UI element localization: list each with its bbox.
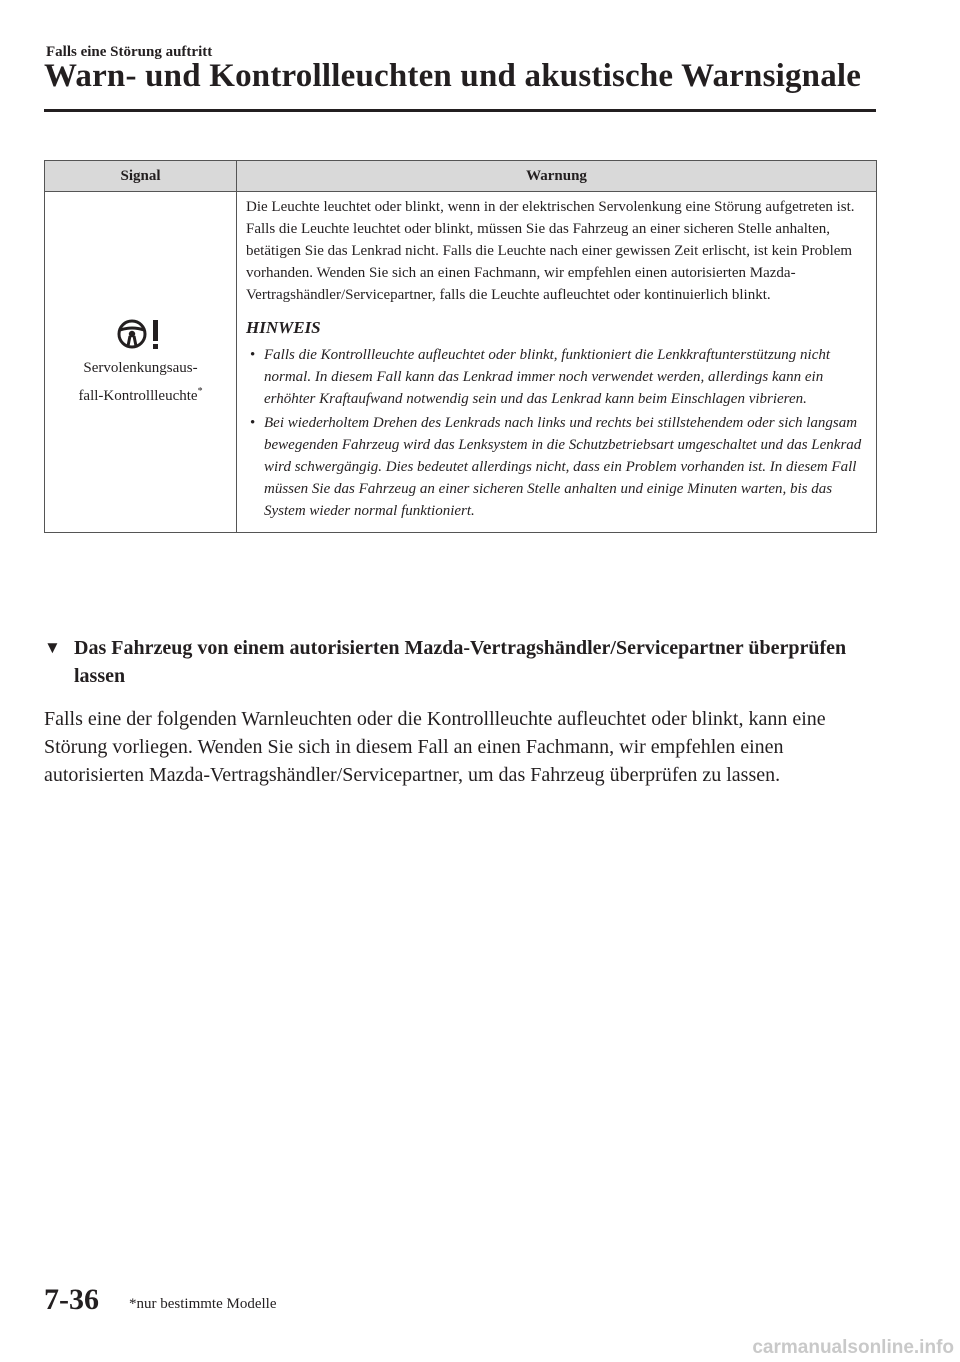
note-text: Falls die Kontrollleuchte aufleuchtet oder blinkt, funktioniert die Lenkkraftunterstützung nicht normal. In diesem Fall kann das Lenkrad immer noch verwendet werden, allerdings kann ein erhöhter Kraftaufwand notwendig sein und das Lenkrad kann beim Einschlagen vibrieren. [264, 347, 831, 407]
list-item [246, 344, 870, 410]
note-title: HINWEIS [246, 318, 321, 337]
signal-label-line2: fall-Kontrollleuchte [78, 387, 198, 404]
signal-cell [45, 192, 237, 533]
subsection-heading-text: Das Fahrzeug von einem autorisierten Mazda-Vertragshändler/Servicepartner überprüfen lassen [74, 637, 847, 687]
triangle-marker-icon: ▼ [44, 638, 61, 657]
warning-description: Die Leuchte leuchtet oder blinkt, wenn in der elektrischen Servolenkung eine Störung aufgetreten ist. Falls die Leuchte leuchtet oder blinkt, müssen Sie das Fahrzeug an einer sicheren Stelle anhalten, betätigen Sie das Lenkrad nicht. Falls die Leuchte nach einer gewissen Zeit erlischt, ist kein Problem vorhanden. Wenden Sie sich an einen Fachmann, wir empfehlen einen autorisierten Mazda-Vertragshändler/Servicepartner, falls die Leuchte aufleuchtet oder kontinuierlich blinkt. [246, 199, 855, 303]
note-list [246, 344, 870, 522]
note-text: Bei wiederholtem Drehen des Lenkrads nach links und rechts bei stillstehendem oder sich langsam bewegenden Fahrzeug wird das Lenksystem in die Schutzbetriebsart umgeschaltet und das Lenkrad wird schwergängig. Dies bedeutet allerdings nicht, dass ein Problem vorhanden ist. In diesem Fall müssen Sie das Fahrzeug an einer sicheren Stelle anhalten und einige Minuten warten, bis das System wieder normal funktioniert. [264, 415, 862, 519]
body-paragraph: Falls eine der folgenden Warnleuchten oder die Kontrollleuchte aufleuchtet oder blinkt, kann eine Störung vorliegen. Wenden Sie sich in diesem Fall an einen Fachmann, wir empfehlen einen autorisierten Mazda-Vertragshändler/Servicepartner, um das Fahrzeug überprüfen zu lassen. [44, 708, 826, 786]
subsection-heading [44, 634, 884, 690]
table-header-row [45, 161, 877, 192]
page-number: 7-36 [44, 1283, 99, 1316]
signal-label [51, 357, 230, 408]
table-row [45, 192, 877, 533]
warning-light-table [44, 160, 877, 533]
bullet-icon: • [250, 415, 256, 431]
description-cell [237, 192, 877, 533]
footnote: *nur bestimmte Modelle [129, 1296, 277, 1312]
section-label: Falls eine Störung auftritt [46, 44, 213, 60]
page-title: Warn- und Kontrollleuchten und akustische Warnsignale [44, 58, 862, 94]
signal-label-line1: Servolenkungsaus- [83, 359, 198, 376]
power-steering-warning-icon [115, 317, 167, 351]
column-header-signal: Signal [45, 161, 237, 192]
list-item [246, 412, 870, 522]
header-divider [44, 109, 876, 112]
column-header-warning: Warnung [237, 161, 877, 192]
footnote-marker: * [197, 385, 203, 397]
bullet-icon: • [250, 347, 256, 363]
watermark: carmanualsonline.info [752, 1337, 954, 1358]
